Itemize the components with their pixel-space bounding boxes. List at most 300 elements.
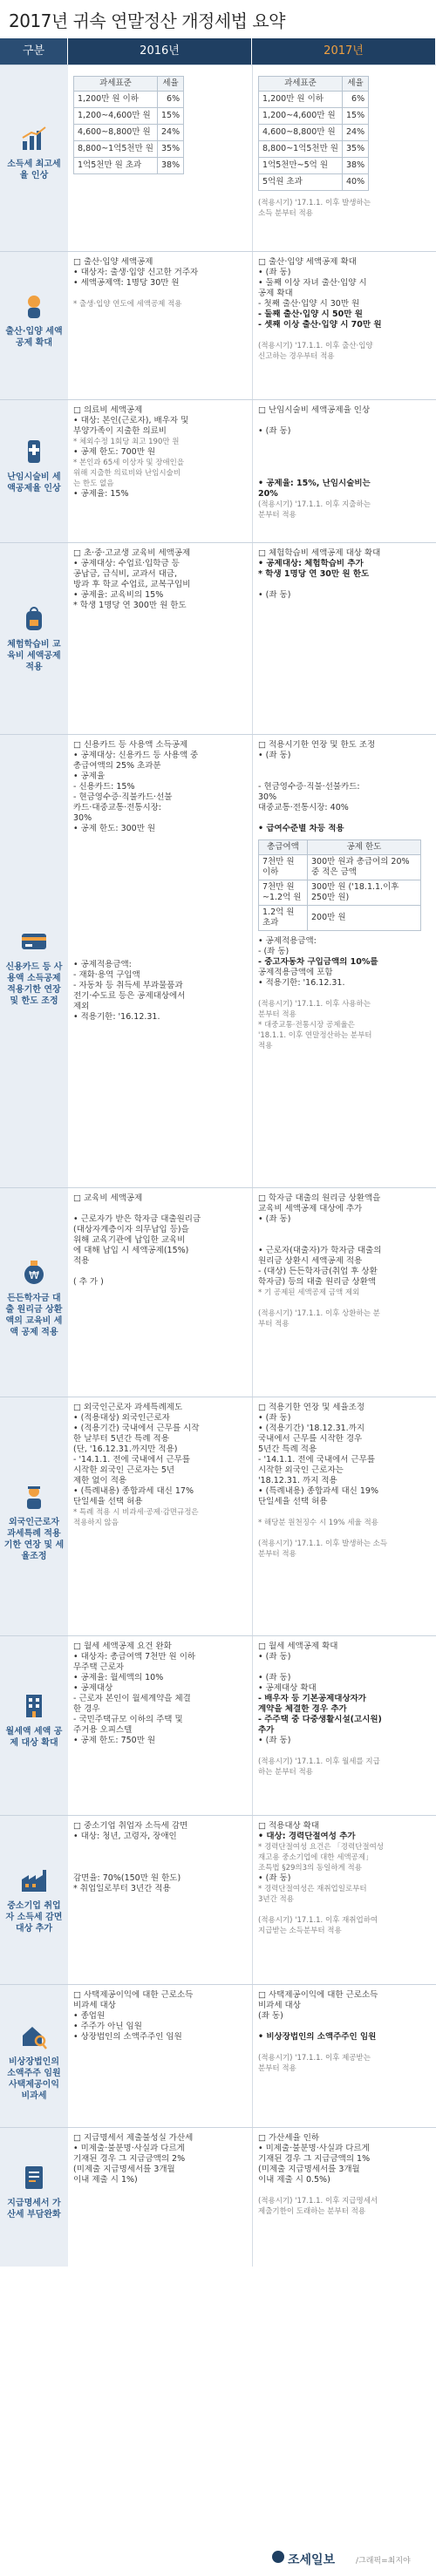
text-line: 한 경우 — [73, 1704, 100, 1714]
table-row — [259, 92, 369, 108]
text-line: 기재된 경우 그 지급금액의 1% — [258, 2154, 371, 2164]
text-line — [73, 1863, 246, 1873]
row-category — [0, 2128, 68, 2267]
text-line: * 특례 적용 시 비과세·공제·감면규정은 — [73, 1508, 199, 1517]
credit-card-icon — [19, 927, 49, 956]
column-divider — [252, 1636, 253, 1815]
text-line: • (좌 동) — [258, 1736, 291, 1745]
cell-2016 — [73, 1403, 246, 1528]
text-line — [258, 771, 431, 782]
column-divider — [252, 735, 253, 1187]
text-line: 하는 분부터 적용 — [258, 1768, 313, 1777]
section-row — [0, 1984, 436, 2127]
text-line: • 공제대상: 체험학습비 추가 — [258, 559, 364, 568]
text-line: 공납금, 급식비, 교과서 대금, — [73, 569, 178, 579]
text-line: 5년간 특례 적용 — [258, 1444, 317, 1454]
text-line: • 종업원 — [73, 2011, 106, 2021]
row-category-label: 비상장법인의 소액주주 임원 사택제공이익 비과세 — [7, 2057, 61, 2101]
cell-2016 — [73, 405, 246, 500]
table-cell: 6% — [157, 92, 183, 108]
column-divider — [252, 1816, 253, 1984]
text-line: 적용하지 않음 — [73, 1519, 119, 1527]
text-line: 대중교통·전통시장: 40% — [258, 803, 349, 812]
text-line: - 현금영수증·직불·선불카드: — [258, 782, 360, 792]
row-category — [0, 400, 68, 542]
table-header-cell: 총급여액 — [259, 840, 308, 855]
text-line — [73, 1204, 246, 1214]
text-line: '18.1.1. 이후 연말정산하는 분부터 — [258, 1031, 372, 1040]
table-cell: 1.2억 원 초과 — [259, 906, 308, 931]
text-line — [258, 2185, 431, 2196]
table-row — [259, 108, 369, 125]
text-line — [258, 468, 431, 479]
text-line — [258, 813, 431, 824]
text-line: 계약을 체결한 경우 추가 — [258, 1704, 347, 1714]
tax-table — [73, 76, 184, 174]
text-line — [73, 855, 246, 866]
text-line: 재고용 중소기업에 대한 세액공제」 — [258, 1853, 373, 1862]
text-line: - 중고자동차 구입금액의 10%를 — [258, 957, 378, 967]
text-line: * 기 공제된 세액공제 금액 제외 — [258, 1288, 360, 1297]
table-cell: 200만 원 — [308, 906, 421, 931]
text-line: • (좌 동) — [258, 1652, 291, 1662]
text-line — [73, 897, 246, 907]
text-line: □ 체험학습비 세액공제 대상 확대 — [258, 548, 381, 558]
text-line — [258, 1528, 431, 1539]
header-2016: 2016년 — [68, 38, 252, 65]
credit-text: /그래픽=최지야 — [356, 2557, 411, 2566]
table-header-cell: 세율 — [157, 77, 183, 92]
table-cell: 24% — [342, 125, 368, 141]
row-category-label: 월세액 세액 공제 대상 확대 — [5, 1727, 63, 1748]
text-line: • 공제대상: 신용카드 등 사용액 중 — [73, 751, 199, 760]
text-line: • 적용기한: '16.12.31. — [73, 1012, 160, 1022]
text-line — [73, 834, 246, 845]
text-line: * 경력단절여성 요건은 「경력단절여성 — [258, 1843, 385, 1852]
page-title: 2017년 귀속 연말정산 개정세법 요약 — [9, 10, 285, 31]
text-line: □ 중소기업 취업자 소득세 감면 — [73, 1821, 188, 1831]
text-line: • (좌 동) — [258, 1873, 291, 1883]
text-line — [258, 437, 431, 447]
text-line: (적용시기) '17.1.1. 이후 지급명세서 — [258, 2197, 378, 2206]
text-line — [258, 1298, 431, 1308]
baby-icon — [19, 291, 49, 321]
text-line: □ 의료비 세액공제 — [73, 405, 143, 415]
text-line: • 비상장법인의 소액주주인 임원 — [258, 2032, 377, 2042]
text-line: (단, '16.12.31.까지만 적용) — [73, 1444, 178, 1454]
document-icon — [19, 2163, 49, 2192]
table-row — [259, 906, 421, 931]
cell-2017 — [258, 1641, 431, 1777]
text-line: - '14.1.1. 전에 국내에서 근무를 — [258, 1455, 375, 1465]
table-cell: 38% — [342, 158, 368, 174]
text-line — [73, 907, 246, 918]
text-line: 주거용 오피스텔 — [73, 1725, 133, 1735]
cell-2016 — [73, 740, 246, 1023]
table-row — [74, 158, 184, 174]
text-line: * 경력단절여성은 재취업일로부터 — [258, 1885, 367, 1893]
text-line: 방과 후 학교 수업료, 교복구입비 — [73, 580, 191, 589]
text-line: '18.12.31. 까지 적용 — [258, 1476, 337, 1485]
text-line — [73, 866, 246, 876]
text-line: (미제출 지급명세서를 3개월 — [258, 2165, 360, 2174]
text-line: • 공제대상: 수업료·입학금 등 — [73, 559, 180, 568]
text-line: • 공제 한도: 700만 원 — [73, 447, 156, 457]
text-line: • 적용기한: '16.12.31. — [258, 978, 345, 988]
text-line: (적용시기) '17.1.1. 이후 발생하는 — [258, 199, 371, 207]
text-line: * 해당분 원천징수 시 19% 세율 적용 — [258, 1519, 378, 1527]
text-line: • 둘째 이상 자녀 출산·입양 시 — [258, 278, 367, 288]
text-line: □ 교육비 세액공제 — [73, 1193, 143, 1203]
section-row — [0, 251, 436, 399]
text-line — [258, 761, 431, 771]
cell-2016 — [73, 548, 246, 611]
brand-name: 조세일보 — [288, 2553, 336, 2567]
text-line: • (특례내용) 종합과세 대신 19% — [258, 1486, 378, 1496]
text-line: • 주주가 아닌 임원 — [73, 2022, 142, 2031]
text-line: - 현금영수증·직불카드·선불 — [73, 792, 173, 802]
text-line: • 공제율: 15% — [73, 489, 129, 499]
section-row — [0, 542, 436, 734]
text-line: • 대상: 본인(근로자), 배우자 및 — [73, 416, 189, 425]
table-row — [259, 855, 421, 880]
text-line: 학자금) 등의 대출 원리금 상환액 — [258, 1277, 377, 1287]
row-category-label: 지급명세서 가산세 부담완화 — [7, 2199, 61, 2219]
text-line: 비과세 대상 — [258, 2001, 301, 2010]
text-line: 에 대해 납입 시 세액공제(15%) — [73, 1246, 189, 1255]
text-line: • 공제 한도: 750만 원 — [73, 1736, 156, 1745]
text-line: □ 신용카드 등 사용액 소득공제 — [73, 740, 188, 750]
row-category-label: 외국인근로자 과세특례 적용 기한 연장 및 세율조정 — [3, 1518, 65, 1561]
text-line: - (대상) 든든학자금(취업 후 상환 — [258, 1267, 378, 1276]
text-line: • 공제적용금액: — [73, 960, 132, 969]
text-line: - 주주택 중 다중생활시설(고시원) — [258, 1715, 382, 1724]
table-cell: 8,800~1억5천만 원 — [259, 141, 343, 158]
column-divider — [252, 400, 253, 542]
table-header-cell: 과세표준 — [259, 77, 343, 92]
row-category-label: 출산·입양 세액공제 확대 — [5, 327, 63, 348]
text-line — [73, 289, 246, 299]
text-line: • 대상: 경력단절여성 추가 — [258, 1832, 356, 1841]
text-line: 전기·수도료 등은 공제대상에서 — [73, 991, 186, 1001]
text-line: (적용시기) '17.1.1. 이후 지출하는 — [258, 500, 371, 509]
text-line: • 근로자가 받은 학자금 대출원리금 — [73, 1214, 201, 1224]
table-cell: 35% — [157, 141, 183, 158]
text-line: □ 사택제공이익에 대한 근로소득 — [73, 1990, 194, 2000]
text-line: □ 초·중·고교생 교육비 세액공제 — [73, 548, 191, 558]
table-cell: 4,600~8,800만 원 — [74, 125, 158, 141]
text-line: • 미제출·불분명·사실과 다르게 — [258, 2144, 370, 2153]
text-line: • (좌 동) — [258, 590, 291, 600]
row-category-label: 난임시술비 세액공제율 인상 — [7, 472, 61, 493]
text-line — [258, 447, 431, 458]
text-line: 분부터 적용 — [258, 1010, 296, 1019]
text-line: • 공제율: 교육비의 15% — [73, 590, 164, 600]
table-cell: 7천만 원 이하 — [259, 855, 308, 880]
text-line: □ 월세 세액공제 확대 — [258, 1641, 338, 1651]
text-line: - 신용카드: 15% — [73, 782, 135, 792]
text-line: □ 적용시기한 연장 및 한도 조정 — [258, 740, 376, 750]
text-line: 감면율: 70%(150만 원 한도) — [73, 1873, 181, 1883]
cell-2016 — [73, 1193, 246, 1288]
text-line — [258, 330, 431, 341]
cell-2017 — [258, 740, 431, 1051]
text-line: • (특례내용) 종합과세 대신 17% — [73, 1486, 194, 1496]
medical-icon — [19, 437, 49, 466]
text-line: • (좌 동) — [258, 1413, 291, 1423]
cell-2017 — [258, 548, 431, 601]
table-cell: 300만 원과 총급여의 20% 중 적은 금액 — [308, 855, 421, 880]
text-line: 시작한 외국인 근로자는 — [258, 1465, 344, 1475]
text-line — [73, 1267, 246, 1277]
row-category — [0, 1816, 68, 1984]
text-line: • (좌 동) — [258, 268, 291, 277]
row-category — [0, 1636, 68, 1815]
backpack-icon — [19, 604, 49, 634]
row-category-label: 중소기업 취업자 소득세 감면대상 추가 — [5, 1901, 63, 1934]
cell-2017 — [258, 257, 431, 362]
text-line: 공제 확대 — [258, 289, 293, 298]
text-line — [73, 887, 246, 897]
text-line: • 공제적용금액: — [258, 936, 317, 946]
text-line: (적용시기) '17.1.1. 이후 사용하는 — [258, 1000, 371, 1009]
column-divider — [252, 1985, 253, 2127]
table-row — [259, 158, 369, 174]
row-category-label: 신용카드 등 사용액 소득공제 적용기한 연장 및 한도 조정 — [5, 962, 63, 1006]
money-bag-icon — [19, 1258, 49, 1288]
text-line: □ 가산세율 인하 — [258, 2133, 320, 2143]
text-line — [258, 1662, 431, 1673]
text-line: • (적용기간) 국내에서 근무를 시작 — [73, 1424, 200, 1433]
text-line: • 상장법인의 소액주주인 임원 — [73, 2032, 182, 2042]
table-cell: 1,200~4,600만 원 — [259, 108, 343, 125]
text-line — [73, 928, 246, 939]
text-line: - 배우자 등 기본공제대상자가 — [258, 1694, 366, 1703]
table-cell: 4,600~8,800만 원 — [259, 125, 343, 141]
text-line: 지급받는 소득분부터 적용 — [258, 1927, 342, 1935]
text-line: * 학생 1명당 연 300만 원 한도 — [73, 601, 187, 610]
table-cell: 15% — [342, 108, 368, 125]
text-line: (적용시기) '17.1.1. 이후 제공받는 — [258, 2054, 371, 2063]
section-row — [0, 2127, 436, 2267]
text-line: 제외 — [73, 1002, 90, 1011]
cell-2017 — [258, 1403, 431, 1560]
text-line — [258, 458, 431, 468]
text-line — [258, 989, 431, 999]
text-line: □ 지급명세서 제출불성실 가산세 — [73, 2133, 194, 2143]
cell-2016 — [73, 2133, 246, 2185]
table-row — [74, 108, 184, 125]
text-line: 분부터 적용 — [258, 511, 296, 520]
text-line: 카드·대중교통·전통시장: — [73, 803, 162, 812]
text-line: 제출기한이 도래하는 분부터 적용 — [258, 2207, 366, 2216]
text-line: - 국민주택규모 이하의 주택 및 — [73, 1715, 183, 1724]
section-row — [0, 1187, 436, 1397]
row-category-label: 체험학습비 교육비 세액공제 적용 — [7, 640, 61, 672]
text-line — [258, 1235, 431, 1246]
cell-2016 — [73, 1990, 246, 2042]
text-line — [258, 580, 431, 590]
text-line: 조특법 §29의3의 동일하게 적용 — [258, 1864, 362, 1873]
table-header-cell: 과세표준 — [74, 77, 158, 92]
bar-chart-icon — [19, 124, 49, 153]
column-divider — [252, 1397, 253, 1635]
cell-2017 — [258, 1193, 431, 1329]
row-category — [0, 1985, 68, 2127]
text-line: □ 학자금 대출의 원리금 상환액을 — [258, 1193, 381, 1203]
text-line: * 취업일로부터 3년간 적용 — [73, 1884, 171, 1893]
table-row — [259, 880, 421, 906]
text-line: (미제출 지급명세서를 3개월 — [73, 2165, 175, 2174]
table-header-cell: 공제 한도 — [308, 840, 421, 855]
text-line: • 공제대상 — [73, 1683, 113, 1693]
cell-2017 — [258, 1990, 431, 2074]
summary-table — [0, 38, 436, 2527]
table-cell: 1,200만 원 이하 — [259, 92, 343, 108]
cell-2017 — [258, 2133, 431, 2217]
cell-2016 — [73, 1821, 246, 1894]
text-line: - 셋째 이상 출산·입양 시 70만 원 — [258, 320, 382, 330]
worker-icon — [19, 1482, 49, 1512]
table-cell: 8,800~1억5천만 원 — [74, 141, 158, 158]
table-cell: 300만 원 ('18.1.1.이후 250만 원) — [308, 880, 421, 906]
text-line: □ 난임시술비 세액공제율 인상 — [258, 405, 371, 415]
text-line: □ 외국인근로자 과세특례제도 — [73, 1403, 183, 1412]
column-divider — [252, 1188, 253, 1397]
text-line: • 근로자(대출자)가 학자금 대출의 — [258, 1246, 382, 1255]
table-cell: 1억5천만~5억 원 — [259, 158, 343, 174]
text-line: 30% — [258, 792, 277, 802]
text-line: * 본인과 65세 이상자 및 장애인을 — [73, 459, 185, 467]
text-line: 30% — [73, 813, 92, 823]
text-line: □ 출산·입양 세액공제 — [73, 257, 153, 267]
table-header-cell: 세율 — [342, 77, 368, 92]
text-line: 기재된 경우 그 지급금액의 2% — [73, 2154, 186, 2164]
text-line: • (좌 동) — [258, 426, 291, 436]
column-divider — [252, 2128, 253, 2267]
text-line — [258, 2022, 431, 2032]
table-cell: 24% — [157, 125, 183, 141]
footer — [0, 2540, 436, 2576]
text-line: - 근로자 본인이 월세계약을 체결 — [73, 1694, 191, 1703]
text-line — [73, 939, 246, 949]
row-category-label: 소득세 최고세율 인상 — [7, 160, 61, 180]
row-category — [0, 1188, 68, 1397]
text-line: - 자동차 등 취득세 부과물품과 — [73, 981, 183, 990]
row-category-label: 든든학자금 대출 원리금 상환액의 교육비 세액 공제 적용 — [5, 1294, 63, 1337]
text-line: • 공제대상 확대 — [258, 1683, 317, 1693]
table-cell: 1,200만 원 이하 — [74, 92, 158, 108]
text-line: - '14.1.1. 전에 국내에서 근무를 — [73, 1455, 190, 1465]
text-line — [73, 918, 246, 928]
text-line: 단일세율 선택 허용 — [258, 1497, 328, 1506]
text-line: • 세액공제액: 1명당 30만 원 — [73, 278, 180, 288]
text-line — [73, 949, 246, 960]
text-line: 총급여액의 25% 초과분 — [73, 761, 161, 771]
text-line: - 둘째 출산·입양 시 50만 원 — [258, 309, 363, 319]
house-search-icon — [19, 2022, 49, 2051]
text-line — [258, 1746, 431, 1757]
text-line: (적용시기) '17.1.1. 이후 발생하는 소득 — [258, 1539, 388, 1548]
text-line: 국내에서 근무를 시작한 경우 — [258, 1434, 363, 1444]
cell-2016 — [73, 71, 246, 174]
building-icon — [19, 1691, 49, 1721]
section-row — [0, 65, 436, 251]
text-line: • 공제율: 월세액의 10% — [73, 1673, 164, 1682]
text-line: 3년간 적용 — [258, 1895, 294, 1904]
text-line: • (좌 동) — [258, 751, 291, 760]
table-row — [259, 125, 369, 141]
tax-table — [258, 76, 369, 191]
table-row — [74, 125, 184, 141]
text-line: □ 출산·입양 세액공제 확대 — [258, 257, 357, 267]
text-line: - (좌 동) — [258, 947, 290, 956]
section-row — [0, 1815, 436, 1984]
svg-text:₩: ₩ — [29, 1269, 39, 1281]
text-line: • 미제출·불분명·사실과 다르게 — [73, 2144, 185, 2153]
text-line: 부양가족이 지출한 의료비 — [73, 426, 167, 436]
text-line: 시작한 외국인 근로자는 5년 — [73, 1465, 175, 1475]
cell-2017 — [258, 71, 431, 219]
text-line: * 학생 1명당 연 30만 원 한도 — [258, 569, 370, 579]
table-row — [74, 92, 184, 108]
text-line: 교육비 세액공제 대상에 추가 — [258, 1204, 363, 1213]
cell-2017 — [258, 1821, 431, 1936]
text-line: * 체외수정 1회당 최고 190만 원 — [73, 438, 180, 446]
column-divider — [252, 65, 253, 251]
table-row — [259, 174, 369, 191]
text-line: 분부터 적용 — [258, 1550, 296, 1559]
text-line: • 공제 한도: 300만 원 — [73, 824, 156, 833]
text-line: 제한 없이 적용 — [73, 1476, 127, 1485]
text-line: □ 적용대상 확대 — [258, 1821, 320, 1831]
text-line: 부터 적용 — [258, 1320, 290, 1329]
brand-logo-icon — [272, 2551, 284, 2563]
section-row — [0, 399, 436, 542]
text-line: 원리금 상환시 세액공제 적용 — [258, 1256, 363, 1266]
text-line: • 공제율 — [73, 771, 106, 781]
section-row — [0, 1397, 436, 1635]
text-line: • (좌 동) — [258, 1214, 291, 1224]
text-line: 위해 교육기관에 납입한 교육비 — [73, 1235, 186, 1245]
text-line: (적용시기) '17.1.1. 이후 출산·입양 — [258, 342, 373, 350]
text-line — [258, 2042, 431, 2053]
text-line: 20% — [258, 489, 278, 499]
table-row — [74, 141, 184, 158]
section-row — [0, 734, 436, 1187]
text-line: (좌 동) — [258, 2011, 283, 2021]
text-line: 추가 — [258, 1725, 275, 1735]
row-category — [0, 1397, 68, 1635]
text-line: 무주택 근로자 — [73, 1662, 125, 1672]
row-category — [0, 735, 68, 1187]
text-line: 적용 — [258, 1042, 273, 1050]
table-cell: 15% — [157, 108, 183, 125]
table-row — [259, 141, 369, 158]
text-line: (대상자계층이자 의무납입 등)을 — [73, 1225, 189, 1234]
text-line: 소득 분부터 적용 — [258, 209, 313, 218]
table-cell: 6% — [342, 92, 368, 108]
text-line: (적용시기) '17.1.1. 이후 재취업하여 — [258, 1916, 378, 1925]
table-cell: 38% — [157, 158, 183, 174]
table-cell: 40% — [342, 174, 368, 191]
text-line: □ 월세 세액공제 요건 완화 — [73, 1641, 172, 1651]
header-category: 구분 — [0, 38, 68, 65]
text-line — [73, 876, 246, 887]
text-line: □ 사택제공이익에 대한 근로소득 — [258, 1990, 378, 2000]
text-line: (적용시기) '17.1.1. 이후 상환하는 분 — [258, 1309, 380, 1318]
text-line — [258, 1905, 431, 1915]
